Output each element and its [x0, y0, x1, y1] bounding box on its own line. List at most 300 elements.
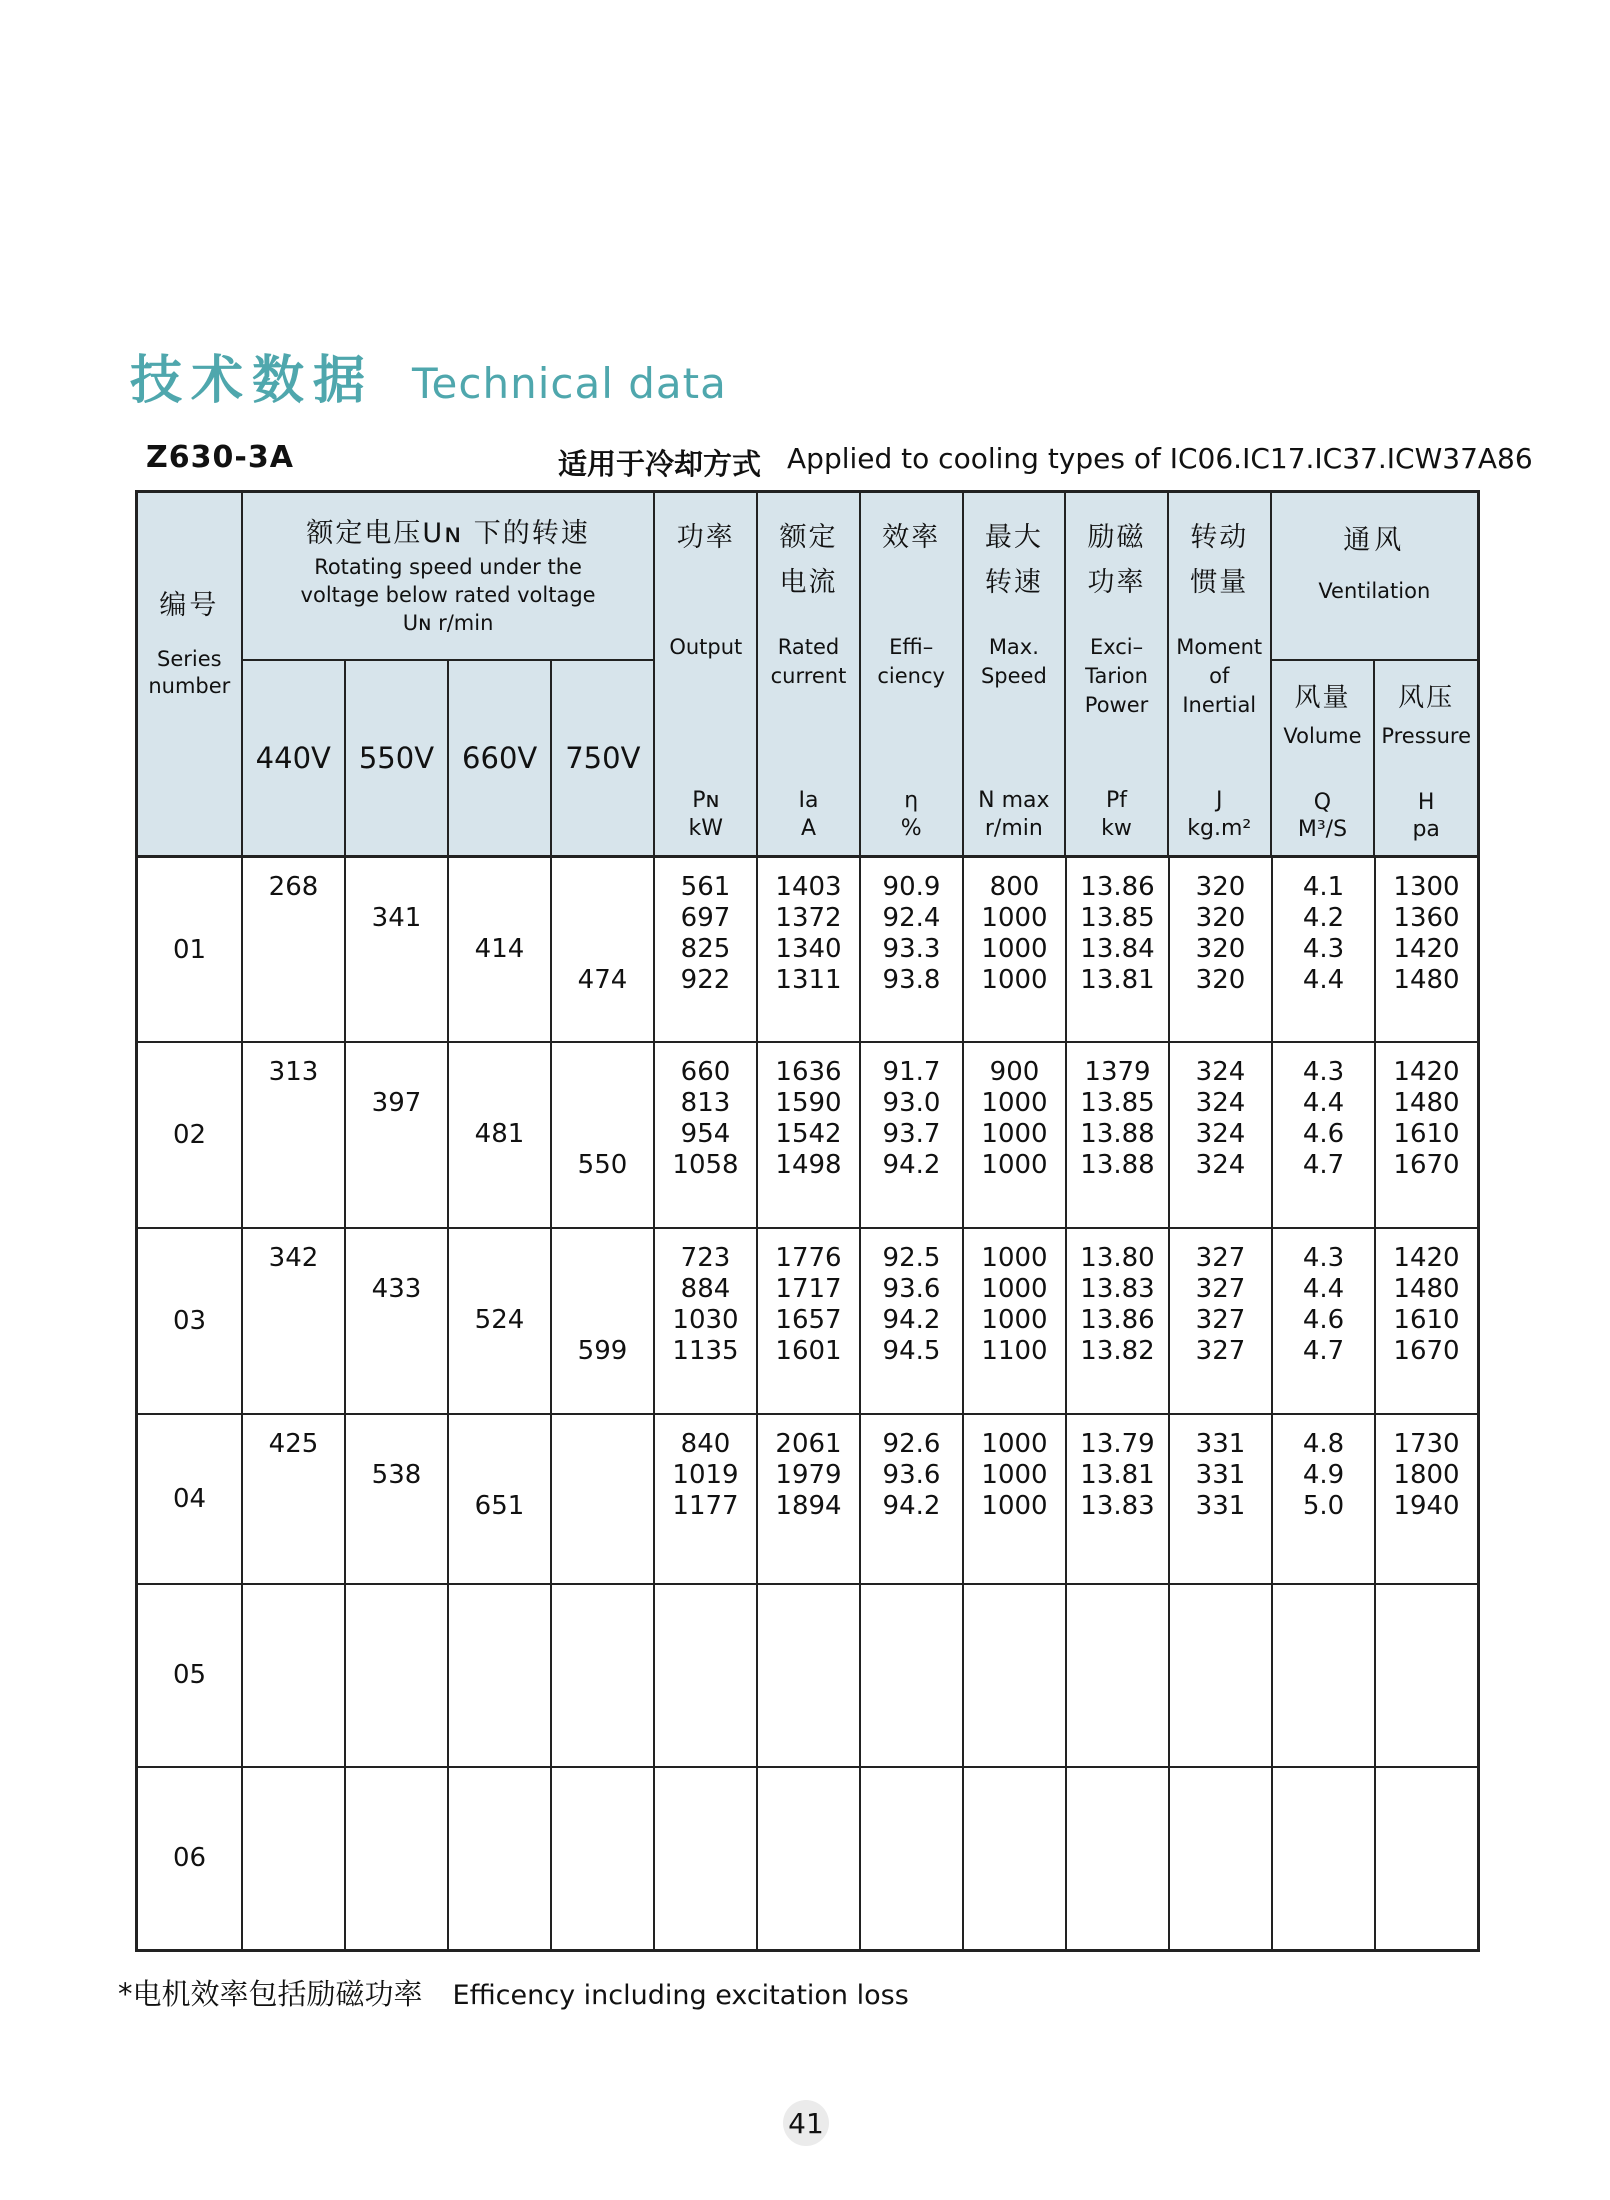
ventilation-subheader	[1272, 661, 1477, 855]
value: 1135	[672, 1335, 739, 1366]
value: 93.0	[882, 1088, 941, 1119]
header-line: Rated	[777, 635, 840, 659]
ventilation-sub-header	[1272, 661, 1374, 855]
value: 1000	[981, 1273, 1048, 1304]
column-header-units	[964, 787, 1065, 855]
column-header-zh	[861, 515, 962, 607]
value: 13.83	[1080, 1491, 1155, 1522]
unit-name: kg.m²	[1187, 816, 1252, 841]
value: 1000	[981, 1429, 1048, 1460]
cell-h	[1374, 1415, 1477, 1583]
cell-voltage-440V	[241, 1585, 344, 1766]
value: 4.3	[1302, 934, 1345, 964]
value: 327	[1195, 1273, 1246, 1304]
empty-line	[449, 1274, 550, 1305]
empty-line	[243, 934, 344, 965]
value: 327	[1195, 1242, 1246, 1273]
value: 324	[1195, 1057, 1246, 1088]
empty-line	[346, 1782, 447, 1813]
vent-sub-zh: 风压	[1398, 683, 1455, 713]
cell-j	[1168, 1415, 1271, 1583]
value: 92.5	[882, 1242, 941, 1273]
value: 1000	[981, 934, 1048, 964]
empty-line	[552, 1243, 653, 1274]
value: 4.4	[1302, 965, 1345, 995]
unit-name: kw	[1101, 816, 1132, 841]
value: 320	[1195, 965, 1246, 995]
value: 313	[268, 1057, 319, 1088]
cell-output	[653, 1585, 756, 1766]
empty-line	[346, 1336, 447, 1367]
value: 320	[1195, 872, 1246, 902]
empty-line	[243, 1274, 344, 1305]
column-header-en	[1066, 633, 1167, 720]
value: 599	[577, 1335, 628, 1366]
value: 324	[1195, 1088, 1246, 1119]
value: 4.8	[1302, 1429, 1345, 1460]
value: 1000	[981, 1088, 1048, 1119]
empty-line	[449, 1630, 550, 1661]
cell-voltage-660V	[447, 1768, 550, 1949]
value: 1000	[981, 1119, 1048, 1150]
value: 1590	[775, 1088, 842, 1119]
empty-line	[243, 1599, 344, 1630]
value: 13.81	[1080, 965, 1155, 995]
empty-line	[449, 1844, 550, 1875]
series-number: 04	[172, 1484, 207, 1515]
value: 425	[268, 1429, 319, 1460]
value: 1776	[775, 1242, 842, 1273]
value: 1000	[981, 903, 1048, 933]
cell-q	[1271, 1043, 1374, 1227]
unit-symbol: Ia	[798, 788, 819, 813]
unit-name: A	[800, 816, 817, 841]
header-line: 惯量	[1190, 567, 1249, 598]
empty-line	[552, 872, 653, 903]
header-line: Tarion	[1085, 664, 1148, 688]
empty-line	[449, 1150, 550, 1181]
value: 1379	[1084, 1057, 1151, 1088]
column-header	[653, 493, 756, 855]
value: 813	[680, 1088, 731, 1119]
value: 900	[989, 1057, 1040, 1088]
cell-voltage-660V	[447, 1043, 550, 1227]
header-line: 功率	[676, 522, 735, 553]
empty-line	[243, 1336, 344, 1367]
value: 1610	[1393, 1304, 1460, 1335]
cell-voltage-750V	[550, 858, 653, 1041]
voltage-header: 440V	[255, 741, 331, 775]
unit-name: kW	[688, 816, 724, 841]
vent-sub-units	[1375, 789, 1477, 855]
empty-line	[449, 965, 550, 996]
cell-voltage-750V	[550, 1768, 653, 1949]
value: 4.1	[1302, 872, 1345, 902]
value: 342	[268, 1242, 319, 1273]
value: 397	[371, 1088, 422, 1119]
column-header-en	[964, 633, 1065, 691]
value: 91.7	[882, 1057, 941, 1088]
header-line: Speed	[980, 664, 1047, 688]
column-header-units	[1169, 787, 1270, 855]
cell-q	[1271, 1229, 1374, 1413]
cell-nmax	[962, 1768, 1065, 1949]
value: 93.7	[882, 1119, 941, 1150]
cell-h	[1374, 1768, 1477, 1949]
header-line: 效率	[882, 522, 941, 553]
cell-current	[756, 1585, 859, 1766]
column-header	[1167, 493, 1270, 855]
empty-line	[449, 903, 550, 934]
value: 1670	[1393, 1150, 1460, 1181]
cell-h	[1374, 858, 1477, 1041]
value: 4.4	[1302, 1273, 1345, 1304]
empty-line	[243, 965, 344, 996]
empty-line	[346, 1243, 447, 1274]
cell-pf	[1065, 1229, 1168, 1413]
empty-line	[243, 903, 344, 934]
empty-line	[449, 1088, 550, 1119]
empty-line	[346, 965, 447, 996]
table-row-05	[138, 1583, 1477, 1766]
empty-line	[552, 1782, 653, 1813]
value: 723	[680, 1242, 731, 1273]
cell-current	[756, 858, 859, 1041]
value: 93.8	[882, 965, 941, 995]
empty-line	[346, 1813, 447, 1844]
value: 1420	[1393, 934, 1460, 964]
value: 90.9	[882, 872, 941, 902]
cell-voltage-440V	[241, 858, 344, 1041]
value: 1019	[672, 1460, 739, 1491]
column-header-units	[861, 787, 962, 855]
column-header	[1064, 493, 1167, 855]
ventilation-group-header	[1270, 493, 1477, 855]
empty-line	[449, 1243, 550, 1274]
value: 800	[989, 872, 1040, 902]
empty-line	[552, 934, 653, 965]
empty-line	[552, 1057, 653, 1088]
empty-line	[346, 1661, 447, 1692]
value: 1000	[981, 1304, 1048, 1335]
series-number: 03	[172, 1306, 207, 1337]
cell-pf	[1065, 1585, 1168, 1766]
empty-line	[449, 1429, 550, 1460]
value: 4.6	[1302, 1119, 1345, 1150]
cell-q	[1271, 1768, 1374, 1949]
table-body	[138, 858, 1477, 1949]
value: 1979	[775, 1460, 842, 1491]
value: 1340	[775, 934, 842, 964]
table-row-01	[138, 858, 1477, 1041]
empty-line	[552, 903, 653, 934]
value: 324	[1195, 1150, 1246, 1181]
empty-line	[552, 1875, 653, 1906]
empty-line	[449, 1692, 550, 1723]
empty-line	[243, 1119, 344, 1150]
technical-data-table	[135, 490, 1480, 1952]
header-line: 额定	[779, 522, 838, 553]
cell-output	[653, 1768, 756, 1949]
data-column-headers	[653, 493, 1269, 855]
empty-line	[243, 1630, 344, 1661]
empty-line	[243, 1782, 344, 1813]
cell-pf	[1065, 1043, 1168, 1227]
footnote-zh: *电机效率包括励磁功率	[118, 1977, 423, 2011]
cell-voltage-750V	[550, 1229, 653, 1413]
empty-line	[346, 1692, 447, 1723]
value: 954	[680, 1119, 731, 1150]
empty-line	[552, 1491, 653, 1522]
header-line: Moment	[1176, 635, 1263, 659]
value: 1000	[981, 965, 1048, 995]
empty-line	[243, 1491, 344, 1522]
header-line: Effi–	[889, 635, 934, 659]
page-number: 41	[783, 2100, 829, 2146]
value: 320	[1195, 903, 1246, 933]
cell-voltage-440V	[241, 1415, 344, 1583]
value: 4.4	[1302, 1088, 1345, 1119]
voltage-header: 660V	[447, 661, 550, 855]
column-header	[962, 493, 1065, 855]
column-header-zh	[964, 515, 1065, 607]
unit-symbol: Pɴ	[692, 788, 720, 813]
value: 1372	[775, 903, 842, 933]
value: 13.79	[1080, 1429, 1155, 1460]
empty-line	[552, 1813, 653, 1844]
value: 94.2	[882, 1150, 941, 1181]
empty-line	[243, 1460, 344, 1491]
value: 2061	[775, 1429, 842, 1460]
cell-eff	[859, 1768, 962, 1949]
title-english: Technical data	[412, 359, 727, 408]
value: 4.3	[1302, 1057, 1345, 1088]
value: 1940	[1393, 1491, 1460, 1522]
value: 922	[680, 965, 731, 995]
cell-j	[1168, 1768, 1271, 1949]
cell-voltage-750V	[550, 1415, 653, 1583]
empty-line	[552, 1119, 653, 1150]
cell-pf	[1065, 858, 1168, 1041]
cell-voltage-440V	[241, 1229, 344, 1413]
empty-line	[346, 1522, 447, 1553]
series-header-en: Series number	[148, 647, 231, 698]
value: 1360	[1393, 903, 1460, 933]
value: 1542	[775, 1119, 842, 1150]
cell-q	[1271, 1415, 1374, 1583]
cooling-types-line	[558, 442, 1533, 483]
value: 433	[371, 1273, 422, 1304]
empty-line	[552, 1692, 653, 1723]
cell-eff	[859, 1415, 962, 1583]
header-line: of	[1209, 664, 1230, 688]
cell-output	[653, 1043, 756, 1227]
value: 92.4	[882, 903, 941, 933]
cell-nmax	[962, 1043, 1065, 1227]
empty-line	[346, 934, 447, 965]
cell-voltage-660V	[447, 858, 550, 1041]
column-header-en	[861, 633, 962, 691]
rotating-speed-group-header	[241, 493, 654, 855]
value: 13.82	[1080, 1335, 1155, 1366]
value: 13.85	[1080, 903, 1155, 933]
value: 331	[1195, 1460, 1246, 1491]
empty-line	[449, 1336, 550, 1367]
value: 1420	[1393, 1242, 1460, 1273]
header-line: ciency	[877, 664, 945, 688]
column-header-zh	[758, 515, 859, 607]
vent-sub-en: Volume	[1283, 724, 1362, 748]
value: 4.6	[1302, 1304, 1345, 1335]
value: 93.6	[882, 1273, 941, 1304]
cell-voltage-550V	[344, 1415, 447, 1583]
cell-h	[1374, 1229, 1477, 1413]
header-line: Output	[669, 635, 743, 659]
header-line: 功率	[1087, 567, 1146, 598]
cell-voltage-550V	[344, 1043, 447, 1227]
cell-q	[1271, 858, 1374, 1041]
value: 4.7	[1302, 1335, 1345, 1366]
empty-line	[552, 1599, 653, 1630]
unit-symbol: Q	[1313, 790, 1332, 815]
empty-line	[449, 1599, 550, 1630]
cell-output	[653, 1229, 756, 1413]
cell-voltage-550V	[344, 1768, 447, 1949]
value: 1717	[775, 1273, 842, 1304]
cell-voltage-750V	[550, 1043, 653, 1227]
empty-line	[346, 1875, 447, 1906]
value: 1000	[981, 1460, 1048, 1491]
column-header-zh	[655, 515, 756, 607]
cell-voltage-550V	[344, 1585, 447, 1766]
cell-voltage-440V	[241, 1043, 344, 1227]
column-header-units	[758, 787, 859, 855]
cell-eff	[859, 858, 962, 1041]
header-line: 转速	[984, 567, 1043, 598]
value: 1636	[775, 1057, 842, 1088]
value: 1177	[672, 1491, 739, 1522]
cell-output	[653, 1415, 756, 1583]
value: 1601	[775, 1335, 842, 1366]
series-number-header	[138, 493, 241, 855]
value: 1000	[981, 1242, 1048, 1273]
value: 697	[680, 903, 731, 933]
voltage-header: 750V	[550, 661, 653, 855]
column-header	[859, 493, 962, 855]
series-number: 05	[172, 1660, 207, 1691]
cell-current	[756, 1229, 859, 1413]
page-title	[130, 348, 727, 414]
value: 327	[1195, 1335, 1246, 1366]
empty-line	[552, 1460, 653, 1491]
series-number: 06	[172, 1843, 207, 1874]
empty-line	[552, 1661, 653, 1692]
empty-line	[449, 1661, 550, 1692]
value: 1300	[1393, 872, 1460, 902]
header-line: Max.	[988, 635, 1039, 659]
cell-nmax	[962, 1229, 1065, 1413]
value: 13.85	[1080, 1088, 1155, 1119]
cooling-label-zh: 适用于冷却方式	[558, 447, 762, 481]
empty-line	[552, 1088, 653, 1119]
cooling-label-en: Applied to cooling types of IC06.IC17.IC37.ICW37A86	[787, 442, 1533, 475]
cell-h	[1374, 1585, 1477, 1766]
cell-j	[1168, 858, 1271, 1041]
value: 13.83	[1080, 1273, 1155, 1304]
value: 13.88	[1080, 1150, 1155, 1181]
cell-current	[756, 1768, 859, 1949]
cell-current	[756, 1415, 859, 1583]
empty-line	[449, 1782, 550, 1813]
unit-symbol: H	[1417, 790, 1435, 815]
value: 414	[474, 934, 525, 964]
value: 13.86	[1080, 1304, 1155, 1335]
value: 1730	[1393, 1429, 1460, 1460]
unit-symbol: J	[1215, 788, 1223, 813]
empty-line	[449, 1875, 550, 1906]
header-line: Exci–	[1089, 635, 1144, 659]
value: 651	[474, 1491, 525, 1522]
value: 13.80	[1080, 1242, 1155, 1273]
unit-name: %	[900, 816, 922, 841]
value: 660	[680, 1057, 731, 1088]
table-header	[138, 493, 1477, 858]
value: 1610	[1393, 1119, 1460, 1150]
value: 93.6	[882, 1460, 941, 1491]
cell-voltage-750V	[550, 1585, 653, 1766]
empty-line	[243, 1150, 344, 1181]
value: 324	[1195, 1119, 1246, 1150]
empty-line	[449, 1460, 550, 1491]
column-header-en	[758, 633, 859, 691]
empty-line	[346, 1305, 447, 1336]
series-number: 02	[172, 1120, 207, 1151]
empty-line	[449, 872, 550, 903]
cell-eff	[859, 1229, 962, 1413]
header-line: 最大	[984, 522, 1043, 553]
value: 550	[577, 1150, 628, 1181]
empty-line	[346, 1119, 447, 1150]
empty-line	[552, 1844, 653, 1875]
rotating-speed-group-label: 额定电压Uɴ 下的转速 Rotating speed under the voltage below rated voltage Uɴ r/min	[243, 493, 654, 661]
empty-line	[243, 1875, 344, 1906]
value: 1480	[1393, 965, 1460, 995]
vent-sub-units	[1272, 789, 1374, 855]
value: 13.86	[1080, 872, 1155, 902]
value: 93.3	[882, 934, 941, 964]
title-chinese: 技术数据	[130, 351, 375, 411]
header-line: 转动	[1190, 522, 1249, 553]
unit-name: pa	[1412, 817, 1440, 842]
value: 13.84	[1080, 934, 1155, 964]
cell-j	[1168, 1229, 1271, 1413]
empty-line	[243, 1844, 344, 1875]
voltage-subheader	[243, 661, 654, 855]
value: 268	[268, 872, 319, 902]
cell-eff	[859, 1043, 962, 1227]
empty-line	[552, 1305, 653, 1336]
cell-eff	[859, 1585, 962, 1766]
empty-line	[346, 1429, 447, 1460]
cell-voltage-440V	[241, 1768, 344, 1949]
value: 1030	[672, 1304, 739, 1335]
value: 1800	[1393, 1460, 1460, 1491]
cell-j	[1168, 1585, 1271, 1766]
value: 474	[577, 965, 628, 995]
column-header-zh	[1066, 515, 1167, 607]
empty-line	[346, 872, 447, 903]
ventilation-group-label: 通风 Ventilation	[1272, 493, 1477, 661]
